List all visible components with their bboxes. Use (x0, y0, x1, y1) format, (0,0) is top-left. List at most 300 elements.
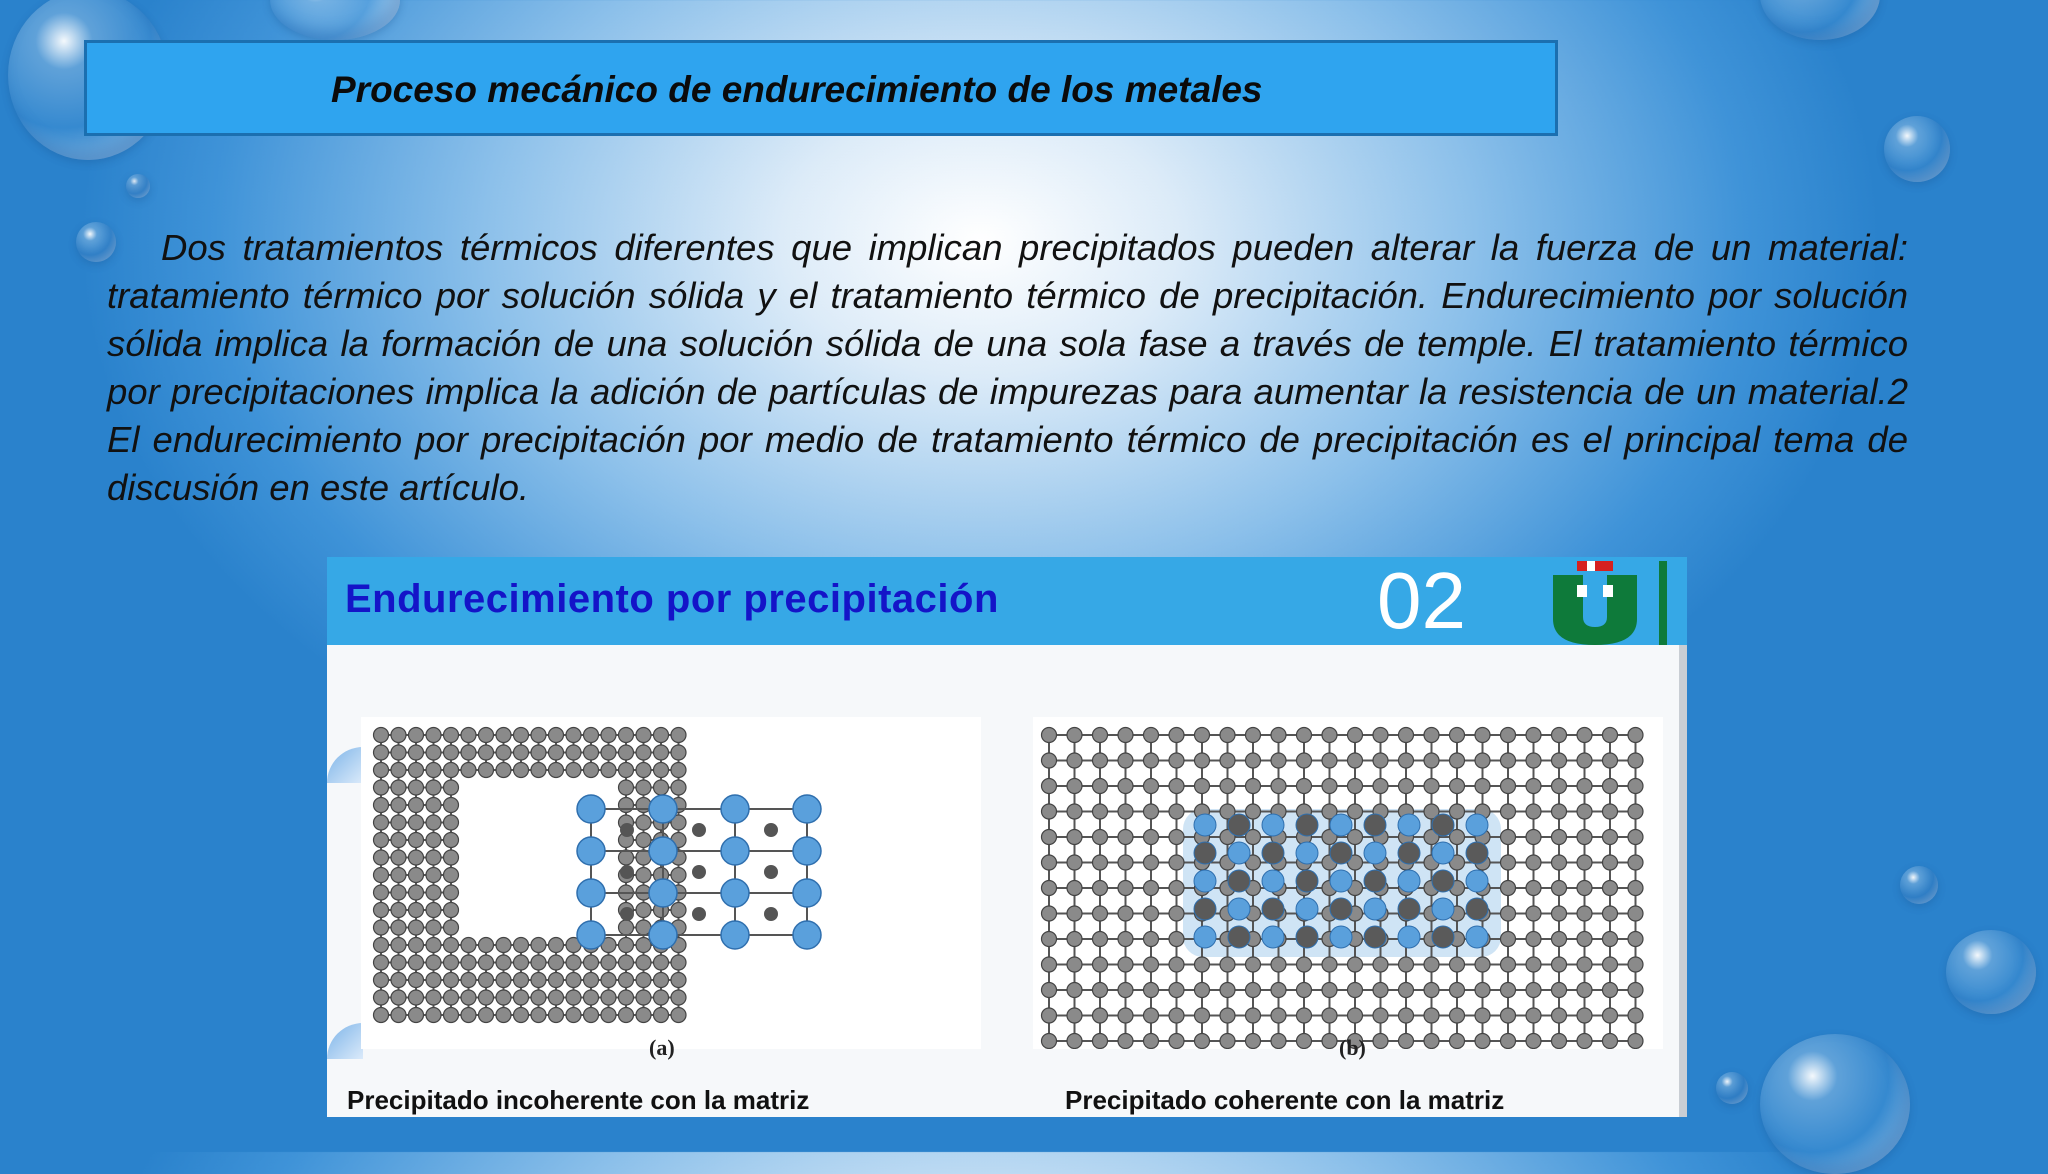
matrix-atom (531, 1008, 546, 1023)
matrix-atom (1577, 932, 1592, 947)
matrix-atom (1144, 906, 1159, 921)
matrix-atom (374, 833, 389, 848)
matrix-atom (409, 990, 424, 1005)
matrix-atom (1501, 855, 1516, 870)
matrix-atom (671, 990, 686, 1005)
matrix-atom (391, 938, 406, 953)
matrix-atom (374, 850, 389, 865)
matrix-atom (549, 955, 564, 970)
matrix-atom (426, 920, 441, 935)
matrix-atom (1144, 881, 1159, 896)
matrix-atom (1501, 1034, 1516, 1049)
matrix-atom (1603, 830, 1618, 845)
matrix-atom (1373, 983, 1388, 998)
precipitate-atom (1296, 842, 1318, 864)
matrix-atom (671, 955, 686, 970)
matrix-atom (1067, 804, 1082, 819)
matrix-atom (1450, 1034, 1465, 1049)
matrix-atom (409, 798, 424, 813)
precipitate-atom (1432, 926, 1454, 948)
matrix-atom (374, 938, 389, 953)
matrix-atom (444, 780, 459, 795)
precipitate-atom (1262, 926, 1284, 948)
precipitate-atom (649, 921, 677, 949)
matrix-atom (1526, 728, 1541, 743)
matrix-atom (584, 973, 599, 988)
matrix-atom (1144, 983, 1159, 998)
precipitate-atom (1398, 814, 1420, 836)
matrix-atom (1628, 804, 1643, 819)
matrix-atom (374, 920, 389, 935)
matrix-atom (374, 903, 389, 918)
matrix-atom (619, 850, 634, 865)
matrix-atom (1424, 753, 1439, 768)
matrix-atom (566, 955, 581, 970)
side-arc-decoration (327, 747, 363, 783)
matrix-atom (479, 728, 494, 743)
matrix-atom (619, 728, 634, 743)
matrix-atom (531, 990, 546, 1005)
matrix-atom (549, 728, 564, 743)
matrix-atom (1526, 906, 1541, 921)
matrix-atom (1628, 753, 1643, 768)
matrix-atom (1246, 728, 1261, 743)
matrix-atom (1195, 1034, 1210, 1049)
matrix-atom (531, 745, 546, 760)
matrix-atom (1526, 804, 1541, 819)
matrix-atom (426, 850, 441, 865)
matrix-atom (671, 745, 686, 760)
matrix-atom (1195, 983, 1210, 998)
matrix-atom (1373, 753, 1388, 768)
matrix-atom (1603, 855, 1618, 870)
matrix-atom (619, 1008, 634, 1023)
bubble-decoration (1884, 116, 1950, 182)
matrix-atom (496, 763, 511, 778)
matrix-atom (1144, 753, 1159, 768)
precipitate-atom (1364, 814, 1386, 836)
matrix-atom (1042, 881, 1057, 896)
precipitate-atom (1466, 926, 1488, 948)
precipitate-atom (1398, 842, 1420, 864)
matrix-atom (1144, 1008, 1159, 1023)
matrix-atom (601, 728, 616, 743)
matrix-atom (584, 1008, 599, 1023)
matrix-atom (444, 955, 459, 970)
matrix-atom (479, 938, 494, 953)
matrix-atom (671, 868, 686, 883)
matrix-atom (1628, 1008, 1643, 1023)
precipitate-atom (1330, 842, 1352, 864)
matrix-atom (1501, 957, 1516, 972)
matrix-atom (514, 955, 529, 970)
matrix-atom (1348, 728, 1363, 743)
matrix-atom (1118, 804, 1133, 819)
matrix-atom (619, 798, 634, 813)
matrix-atom (409, 728, 424, 743)
matrix-atom (1271, 728, 1286, 743)
bubble-decoration (1760, 1034, 1910, 1174)
precipitate-atom (1398, 898, 1420, 920)
matrix-atom (391, 973, 406, 988)
matrix-atom (1577, 983, 1592, 998)
matrix-atom (1348, 1008, 1363, 1023)
matrix-atom (1603, 753, 1618, 768)
matrix-atom (1552, 1034, 1567, 1049)
matrix-atom (1118, 881, 1133, 896)
matrix-atom (1348, 957, 1363, 972)
matrix-atom (409, 763, 424, 778)
matrix-atom (1297, 983, 1312, 998)
matrix-atom (1322, 728, 1337, 743)
matrix-atom (1399, 983, 1414, 998)
matrix-atom (1501, 830, 1516, 845)
precipitate-atom (1330, 926, 1352, 948)
precipitate-atom (577, 921, 605, 949)
matrix-atom (636, 780, 651, 795)
lattice-diagram-incoherent (361, 717, 981, 1049)
matrix-atom (1118, 753, 1133, 768)
matrix-atom (584, 745, 599, 760)
matrix-atom (1450, 1008, 1465, 1023)
precipitate-atom (1364, 926, 1386, 948)
matrix-atom (1552, 881, 1567, 896)
matrix-atom (1552, 804, 1567, 819)
matrix-atom (1552, 983, 1567, 998)
matrix-atom (1501, 983, 1516, 998)
matrix-atom (1093, 957, 1108, 972)
matrix-atom (1450, 728, 1465, 743)
matrix-atom (1246, 957, 1261, 972)
matrix-atom (1042, 957, 1057, 972)
precipitate-atom (1228, 842, 1250, 864)
matrix-atom (426, 885, 441, 900)
matrix-atom (1424, 957, 1439, 972)
precipitate-atom (1398, 870, 1420, 892)
matrix-atom (391, 868, 406, 883)
matrix-atom (1195, 753, 1210, 768)
precipitate-atom (1262, 842, 1284, 864)
matrix-atom (1271, 753, 1286, 768)
matrix-atom (601, 973, 616, 988)
precipitate-atom (1364, 842, 1386, 864)
matrix-atom (584, 763, 599, 778)
matrix-atom (1220, 779, 1235, 794)
matrix-atom (1093, 906, 1108, 921)
precipitate-atom (1262, 870, 1284, 892)
matrix-atom (1552, 830, 1567, 845)
figure-header-title: Endurecimiento por precipitación (345, 577, 999, 621)
matrix-atom (479, 973, 494, 988)
bubble-decoration (1946, 930, 2036, 1014)
matrix-atom (461, 938, 476, 953)
precipitate-atom (1262, 814, 1284, 836)
university-logo-icon (1547, 561, 1667, 645)
matrix-atom (496, 990, 511, 1005)
matrix-atom (426, 990, 441, 1005)
matrix-atom (601, 1008, 616, 1023)
precipitate-atom (1194, 814, 1216, 836)
matrix-atom (1475, 728, 1490, 743)
figure-header (327, 557, 1687, 645)
matrix-atom (636, 868, 651, 883)
matrix-atom (479, 955, 494, 970)
matrix-atom (391, 920, 406, 935)
matrix-atom (1195, 779, 1210, 794)
matrix-atom (1501, 804, 1516, 819)
matrix-atom (426, 1008, 441, 1023)
matrix-atom (1322, 753, 1337, 768)
matrix-atom (391, 990, 406, 1005)
matrix-atom (566, 973, 581, 988)
matrix-atom (1577, 753, 1592, 768)
matrix-atom (391, 728, 406, 743)
matrix-atom (1195, 728, 1210, 743)
matrix-atom (514, 938, 529, 953)
matrix-atom (1271, 779, 1286, 794)
dark-atom (692, 823, 706, 837)
matrix-atom (1042, 1008, 1057, 1023)
matrix-atom (1118, 1008, 1133, 1023)
matrix-atom (566, 1008, 581, 1023)
matrix-atom (1144, 804, 1159, 819)
matrix-atom (1271, 983, 1286, 998)
precipitate-atom (1194, 926, 1216, 948)
matrix-atom (1450, 804, 1465, 819)
matrix-atom (444, 938, 459, 953)
matrix-atom (1501, 906, 1516, 921)
matrix-atom (1118, 957, 1133, 972)
matrix-atom (654, 1008, 669, 1023)
matrix-atom (1450, 779, 1465, 794)
matrix-atom (1373, 779, 1388, 794)
matrix-atom (1577, 881, 1592, 896)
matrix-atom (1067, 881, 1082, 896)
precipitate-atom (1228, 814, 1250, 836)
matrix-atom (1093, 804, 1108, 819)
matrix-atom (671, 903, 686, 918)
matrix-atom (1577, 1008, 1592, 1023)
matrix-atom (514, 990, 529, 1005)
matrix-atom (1628, 957, 1643, 972)
label-b: (b) (1339, 1035, 1366, 1060)
matrix-atom (636, 728, 651, 743)
matrix-atom (1144, 830, 1159, 845)
matrix-atom (1144, 957, 1159, 972)
caption-incoherent: Precipitado incoherente con la matriz (347, 1085, 810, 1115)
matrix-atom (514, 1008, 529, 1023)
matrix-atom (549, 1008, 564, 1023)
matrix-atom (531, 938, 546, 953)
matrix-atom (444, 920, 459, 935)
matrix-atom (391, 833, 406, 848)
matrix-atom (671, 763, 686, 778)
dark-atom (692, 907, 706, 921)
matrix-atom (1118, 855, 1133, 870)
matrix-atom (1526, 830, 1541, 845)
matrix-atom (1603, 983, 1618, 998)
matrix-atom (1603, 804, 1618, 819)
matrix-atom (1322, 983, 1337, 998)
matrix-atom (1042, 932, 1057, 947)
matrix-atom (374, 1008, 389, 1023)
matrix-atom (1093, 855, 1108, 870)
matrix-atom (549, 763, 564, 778)
matrix-atom (496, 938, 511, 953)
matrix-atom (1169, 1008, 1184, 1023)
matrix-atom (636, 745, 651, 760)
matrix-atom (1169, 804, 1184, 819)
matrix-atom (1475, 779, 1490, 794)
matrix-atom (636, 1008, 651, 1023)
matrix-atom (636, 763, 651, 778)
matrix-atom (1475, 753, 1490, 768)
precipitate-atom (1330, 814, 1352, 836)
matrix-atom (1144, 779, 1159, 794)
matrix-atom (1042, 830, 1057, 845)
matrix-atom (1042, 753, 1057, 768)
matrix-atom (654, 728, 669, 743)
matrix-atom (671, 1008, 686, 1023)
matrix-atom (1067, 906, 1082, 921)
matrix-atom (1067, 779, 1082, 794)
precipitate-atom (1432, 842, 1454, 864)
matrix-atom (374, 955, 389, 970)
figure-slide-number: 02 (1377, 556, 1466, 645)
matrix-atom (531, 763, 546, 778)
matrix-atom (391, 798, 406, 813)
side-arc-decoration (327, 1023, 363, 1059)
matrix-atom (1118, 932, 1133, 947)
matrix-atom (1373, 1008, 1388, 1023)
matrix-atom (1271, 1008, 1286, 1023)
matrix-atom (636, 938, 651, 953)
matrix-atom (619, 990, 634, 1005)
matrix-atom (1577, 779, 1592, 794)
matrix-atom (1577, 906, 1592, 921)
precipitate-atom (1296, 870, 1318, 892)
matrix-atom (426, 815, 441, 830)
body-paragraph: Dos tratamientos térmicos diferentes que implican precipitados pueden alterar la fuerza de un material: tratamiento térmico por solución sólida y el tratamiento térmico de precipitación. Endurecimiento por solución sólida implica la formación de una solución sólida de una sola fase a través de temple. El tratamiento térmico por precipitaciones implica la adición de partículas de impurezas para aumentar la resistencia de un material.2 El endurecimiento por precipitación por medio de tratamiento térmico de precipitación es el principal tema de discusión en este artículo. (107, 227, 1908, 508)
dark-atom (620, 865, 634, 879)
matrix-atom (1424, 779, 1439, 794)
precipitate-atom (1432, 814, 1454, 836)
matrix-atom (601, 990, 616, 1005)
precipitate-atom (649, 837, 677, 865)
matrix-atom (1246, 753, 1261, 768)
matrix-atom (1348, 753, 1363, 768)
matrix-atom (1526, 1008, 1541, 1023)
matrix-atom (1042, 728, 1057, 743)
matrix-atom (426, 728, 441, 743)
matrix-atom (1297, 1008, 1312, 1023)
matrix-atom (636, 955, 651, 970)
matrix-atom (409, 868, 424, 883)
matrix-atom (636, 973, 651, 988)
matrix-atom (636, 815, 651, 830)
precipitate-atom (1296, 898, 1318, 920)
matrix-atom (514, 728, 529, 743)
precipitate-atom (1194, 898, 1216, 920)
matrix-atom (374, 868, 389, 883)
matrix-atom (496, 745, 511, 760)
bubble-decoration (126, 174, 150, 198)
matrix-atom (1577, 830, 1592, 845)
matrix-atom (619, 973, 634, 988)
matrix-atom (584, 990, 599, 1005)
matrix-atom (1042, 1034, 1057, 1049)
matrix-atom (374, 780, 389, 795)
matrix-atom (444, 850, 459, 865)
precipitate-atom (793, 921, 821, 949)
matrix-atom (1603, 779, 1618, 794)
matrix-atom (1603, 906, 1618, 921)
matrix-atom (1297, 957, 1312, 972)
matrix-atom (1144, 932, 1159, 947)
matrix-atom (1628, 855, 1643, 870)
matrix-atom (1118, 728, 1133, 743)
matrix-atom (1322, 957, 1337, 972)
matrix-atom (1246, 983, 1261, 998)
precipitate-atom (1466, 842, 1488, 864)
matrix-atom (549, 745, 564, 760)
precipitate-atom (577, 795, 605, 823)
precipitate-atom (1228, 870, 1250, 892)
matrix-atom (1526, 855, 1541, 870)
matrix-atom (1552, 779, 1567, 794)
precipitate-atom (1466, 898, 1488, 920)
matrix-atom (1169, 983, 1184, 998)
matrix-atom (1603, 728, 1618, 743)
matrix-atom (1501, 932, 1516, 947)
matrix-atom (444, 815, 459, 830)
matrix-atom (444, 973, 459, 988)
matrix-atom (1628, 983, 1643, 998)
precipitate-atom (1364, 898, 1386, 920)
label-a: (a) (649, 1035, 675, 1060)
matrix-atom (409, 903, 424, 918)
precipitate-atom (1296, 926, 1318, 948)
bubble-decoration (1900, 866, 1938, 904)
precipitate-atom (1262, 898, 1284, 920)
bubble-decoration (1716, 1072, 1748, 1104)
matrix-atom (1144, 728, 1159, 743)
matrix-atom (1042, 855, 1057, 870)
matrix-atom (444, 745, 459, 760)
matrix-atom (409, 885, 424, 900)
title-bar (84, 40, 1558, 136)
matrix-atom (619, 955, 634, 970)
matrix-atom (1093, 830, 1108, 845)
matrix-atom (461, 728, 476, 743)
matrix-atom (654, 955, 669, 970)
matrix-atom (1552, 906, 1567, 921)
matrix-atom (391, 1008, 406, 1023)
matrix-atom (1093, 753, 1108, 768)
matrix-atom (619, 780, 634, 795)
matrix-atom (636, 990, 651, 1005)
matrix-atom (549, 973, 564, 988)
matrix-atom (1552, 957, 1567, 972)
matrix-atom (601, 955, 616, 970)
matrix-atom (1195, 1008, 1210, 1023)
matrix-atom (584, 728, 599, 743)
matrix-atom (1093, 983, 1108, 998)
matrix-atom (444, 1008, 459, 1023)
matrix-atom (619, 920, 634, 935)
matrix-atom (1093, 779, 1108, 794)
matrix-atom (1067, 855, 1082, 870)
